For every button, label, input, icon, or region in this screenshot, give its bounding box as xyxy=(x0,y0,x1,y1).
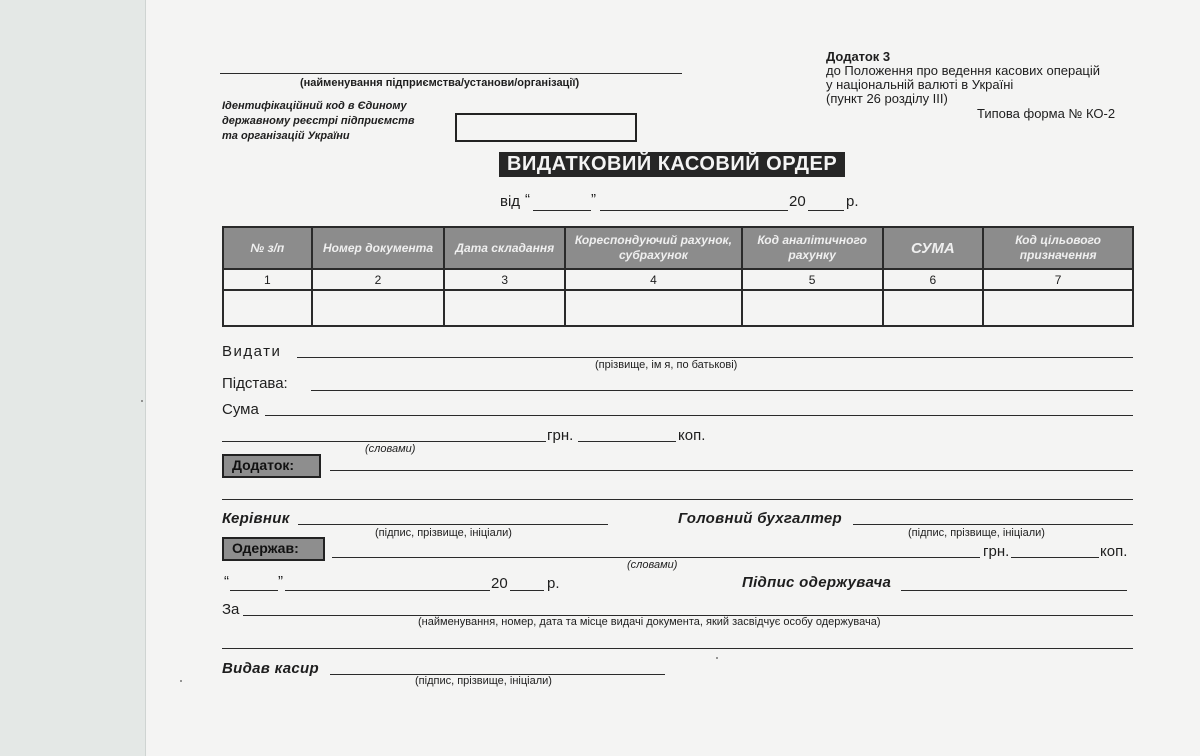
table-cell[interactable] xyxy=(444,290,565,326)
received-uah-line[interactable] xyxy=(1011,557,1099,558)
table-cell[interactable] xyxy=(312,290,445,326)
paper-speck xyxy=(141,400,143,402)
column-header: Кореспондуючий рахунок, субрахунок xyxy=(565,227,742,269)
date-month-line[interactable] xyxy=(600,210,788,211)
id-document-caption: (найменування, номер, дата та місце видачі документа, який засвідчує особу одержувача) xyxy=(418,616,881,628)
received-year-line[interactable] xyxy=(510,590,544,591)
chief-accountant-signature-line[interactable] xyxy=(853,524,1133,525)
issue-caption: (прізвище, ім я, по батькові) xyxy=(595,359,738,371)
received-date-quote-open: “ xyxy=(224,573,229,590)
column-number: 7 xyxy=(983,269,1133,290)
date-quote-open: “ xyxy=(525,191,530,208)
date-from-label: від xyxy=(500,193,521,210)
column-number: 6 xyxy=(883,269,984,290)
chief-accountant-label: Головний бухгалтер xyxy=(678,510,843,527)
column-header: СУМА xyxy=(883,227,984,269)
column-number: 4 xyxy=(565,269,742,290)
table-row xyxy=(223,290,1133,326)
received-label: Одержав: xyxy=(222,537,325,561)
received-uah-label: грн. xyxy=(983,543,1010,560)
column-number: 1 xyxy=(223,269,312,290)
amount-uah-line[interactable] xyxy=(578,441,676,442)
recipient-signature-label: Підпис одержувача xyxy=(742,574,892,591)
table-cell[interactable] xyxy=(223,290,312,326)
amount-line[interactable] xyxy=(265,415,1133,416)
director-label: Керівник xyxy=(222,510,290,527)
edrpou-label-line2: державному реєстрі підприємств xyxy=(222,115,415,127)
receipt-stub xyxy=(0,0,146,756)
director-signature-caption: (підпис, прізвище, ініціали) xyxy=(375,527,512,539)
attachment-line[interactable] xyxy=(330,470,1133,471)
column-header: Код аналітичного рахунку xyxy=(742,227,883,269)
table-header-row xyxy=(223,227,1133,269)
cashier-label: Видав касир xyxy=(222,660,319,677)
recipient-signature-line[interactable] xyxy=(901,590,1127,591)
director-signature-line[interactable] xyxy=(298,524,608,525)
attachment-line-2[interactable] xyxy=(222,499,1133,500)
received-date-day-line[interactable] xyxy=(230,590,278,591)
column-header: Дата складання xyxy=(444,227,565,269)
appendix-number: Додаток 3 xyxy=(826,49,891,64)
amount-uah-label: грн. xyxy=(547,427,574,444)
document-title: ВИДАТКОВИЙ КАСОВИЙ ОРДЕР xyxy=(499,152,845,177)
chief-accountant-signature-caption: (підпис, прізвище, ініціали) xyxy=(908,527,1045,539)
column-header: № з/п xyxy=(223,227,312,269)
column-number: 5 xyxy=(742,269,883,290)
attachment-label: Додаток: xyxy=(222,454,321,478)
amount-in-words-caption: (словами) xyxy=(365,443,416,455)
amount-words-line[interactable] xyxy=(222,441,546,442)
received-year-suffix: р. xyxy=(547,575,560,592)
issue-line[interactable] xyxy=(297,357,1133,358)
column-header: Номер документа xyxy=(312,227,445,269)
table-cell[interactable] xyxy=(983,290,1133,326)
organization-name-line[interactable] xyxy=(220,73,682,74)
column-number: 2 xyxy=(312,269,445,290)
edrpou-label-line3: та організацій України xyxy=(222,130,350,142)
organization-caption: (найменування підприємства/установи/організації) xyxy=(300,77,580,89)
amount-label: Сума xyxy=(222,401,259,418)
column-number: 3 xyxy=(444,269,565,290)
form-type: Типова форма № КО-2 xyxy=(977,106,1116,121)
basis-line[interactable] xyxy=(311,390,1133,391)
basis-label: Підстава: xyxy=(222,375,288,392)
issue-label: Видати xyxy=(222,343,282,360)
date-quote-close: ” xyxy=(591,191,596,208)
date-day-line[interactable] xyxy=(533,210,591,211)
table-cell[interactable] xyxy=(742,290,883,326)
table-cell[interactable] xyxy=(565,290,742,326)
date-year-prefix: 20 xyxy=(789,193,806,210)
cashier-signature-caption: (підпис, прізвище, ініціали) xyxy=(415,675,552,687)
paper-speck xyxy=(180,680,182,682)
id-document-line-2[interactable] xyxy=(222,648,1133,649)
received-year-prefix: 20 xyxy=(491,575,508,592)
appendix-line3: у національній валюті в Україні xyxy=(826,77,1014,92)
amount-kop-label: коп. xyxy=(678,427,706,444)
received-amount-line[interactable] xyxy=(332,557,980,558)
table-row xyxy=(223,269,1133,290)
received-date-month-line[interactable] xyxy=(285,590,490,591)
received-in-words-caption: (словами) xyxy=(627,559,678,571)
date-year-suffix: р. xyxy=(846,193,859,210)
date-year-line[interactable] xyxy=(808,210,844,211)
paper-speck xyxy=(716,657,718,659)
per-label: За xyxy=(222,601,240,618)
edrpou-label-line1: Ідентифікаційний код в Єдиному xyxy=(222,100,407,112)
received-date-quote-close: ” xyxy=(278,573,283,590)
received-kop-label: коп. xyxy=(1100,543,1128,560)
table-cell[interactable] xyxy=(883,290,984,326)
order-table xyxy=(222,226,1134,327)
appendix-line4: (пункт 26 розділу III) xyxy=(826,91,948,106)
edrpou-code-box[interactable] xyxy=(455,113,637,142)
column-header: Код цільового призначення xyxy=(983,227,1133,269)
appendix-line2: до Положення про ведення касових операцій xyxy=(826,63,1101,78)
